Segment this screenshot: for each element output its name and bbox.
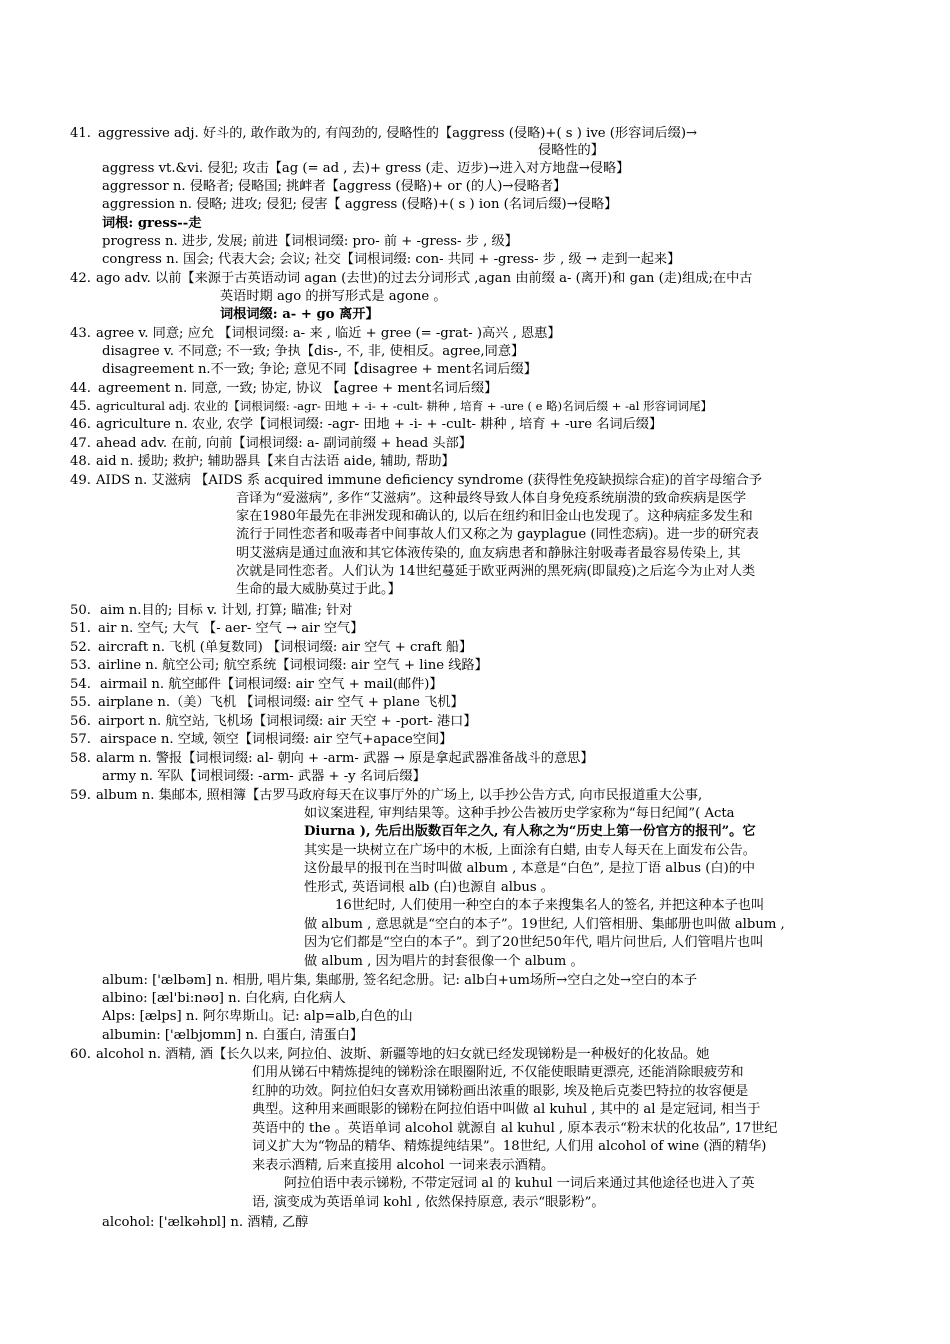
entry-number: 55. (70, 695, 91, 710)
entry-headword-line: agriculture n. 农业, 农学【词根词缀: -agr- 田地 + -i- + -cult- 耕种 , 培育 + -ure 名词后缀】 (96, 417, 663, 432)
entry-line: 词根词缀: a- + go 离开】 (220, 307, 379, 322)
entry-number: 44. (70, 381, 91, 396)
entry-headword-line: ahead adv. 在前, 向前【词根词缀: a- 副词前缀 + head 头部】 (96, 436, 472, 451)
entry-headword-line: AIDS n. 艾滋病 【AIDS 系 acquired immune deficiency syndrome (获得性免疫缺损综合症)的首字母缩合予 (96, 473, 762, 488)
entry-line: 典型。这种用来画眼影的锑粉在阿拉伯语中叫做 al kuhul , 其中的 al 是定冠词, 相当于 (252, 1102, 761, 1117)
entry-headword-line: airspace n. 空域, 领空【词根词缀: air 空气+apace空间】 (100, 732, 453, 747)
derived-word-line: albumin: ['ælbjʊmɪn] n. 白蛋白, 清蛋白】 (102, 1028, 364, 1043)
entry-headword-line: agree v. 同意; 应允 【词根词缀: a- 来 , 临近 + gree (= -grat- )高兴 , 恩惠】 (96, 326, 561, 341)
entry-number: 52. (70, 640, 91, 655)
entry-line: 英语时期 ago 的拼写形式是 agone 。 (220, 289, 447, 304)
entry-number: 48. (70, 454, 91, 469)
entry-number: 58. (70, 751, 91, 766)
root-heading: 词根: gress--走 (102, 216, 202, 231)
entry-line: 16世纪时, 人们使用一种空白的本子来搜集名人的签名, 并把这种本子也叫 (335, 898, 765, 913)
entry-headword-line: airplane n.（美）飞机 【词根词缀: air 空气 + plane 飞机】 (98, 695, 464, 710)
entry-number: 47. (70, 436, 91, 451)
entry-line: 英语中的 the 。英语单词 alcohol 就源自 al kuhul , 原本表示“粉末状的化妆品”, 17世纪 (252, 1121, 778, 1136)
entry-line: 如议案进程, 审判结果等。这种手抄公告被历史学家称为“每日纪闻”( Acta (304, 806, 735, 821)
entry-headword-line: air n. 空气; 大气 【- aer- 空气 → air 空气】 (98, 621, 364, 636)
entry-headword-line: airline n. 航空公司; 航空系统【词根词缀: air 空气 + line 线路】 (98, 658, 488, 673)
entry-line: 做 album , 意思就是“空白的本子”。19世纪, 人们管相册、集邮册也叫做 album , (304, 917, 785, 932)
derived-word-line: alcohol: ['ælkəhɒl] n. 酒精, 乙醇 (102, 1215, 309, 1230)
entry-headword-line: alarm n. 警报【词根词缀: al- 朝向 + -arm- 武器 → 原是拿起武器准备战斗的意思】 (96, 751, 594, 766)
entry-line: 这份最早的报刊在当时叫做 album , 本意是“白色”, 是拉丁语 albus (白)的中 (304, 861, 756, 876)
entry-line: 明艾滋病是通过血液和其它体液传染的, 血友病患者和静脉注射吸毒者最容易传染上, 其 (236, 546, 741, 561)
entry-line: 红肿的功效。阿拉伯妇女喜欢用锑粉画出浓重的眼影, 埃及艳后克娄巴特拉的妆容便是 (252, 1084, 749, 1099)
derived-word-line: Alps: [ælps] n. 阿尔卑斯山。记: alp=alb,白色的山 (102, 1009, 413, 1024)
entry-line: 性形式, 英语词根 alb (白)也源自 albus 。 (304, 880, 554, 895)
derived-word-line: progress n. 进步, 发展; 前进【词根词缀: pro- 前 + -gress- 步 , 级】 (102, 234, 518, 249)
entry-number: 49. (70, 473, 91, 488)
entry-headword-line: agreement n. 同意, 一致; 协定, 协议 【agree + ment名词后缀】 (98, 381, 498, 396)
entry-line: 们用从锑石中精炼提纯的锑粉涂在眼圈附近, 不仅能使眼睛更漂亮, 还能消除眼疲劳和 (252, 1065, 744, 1080)
entry-headword-line: alcohol n. 酒精, 酒【长久以来, 阿拉伯、波斯、新疆等地的妇女就已经发现锑粉是一种极好的化妆品。她 (96, 1047, 710, 1062)
entry-headword-line: ago adv. 以前【来源于古英语动词 agan (去世)的过去分词形式 ,agan 由前缀 a- (离开)和 gan (走)组成;在中古 (96, 271, 753, 286)
derived-word-line: army n. 军队【词根词缀: -arm- 武器 + -y 名词后缀】 (102, 769, 426, 784)
entry-number: 56. (70, 714, 91, 729)
entry-number: 42. (70, 271, 91, 286)
entry-line: 做 album , 因为唱片的封套很像一个 album 。 (304, 954, 584, 969)
derived-word-line: aggressor n. 侵略者; 侵略国; 挑衅者【aggress (侵略)+ or (的人)→侵略者】 (102, 179, 567, 194)
entry-number: 43. (70, 326, 91, 341)
entry-headword-line: aggressive adj. 好斗的, 敢作敢为的, 有闯劲的, 侵略性的【aggress (侵略)+( s ) ive (形容词后缀)→ (98, 126, 698, 141)
entry-headword-line: aircraft n. 飞机 (单复数同) 【词根词缀: air 空气 + craft 船】 (98, 640, 473, 655)
entry-number: 53. (70, 658, 91, 673)
entry-number: 51. (70, 621, 91, 636)
entry-line: 生命的最大威胁莫过于此。】 (236, 582, 401, 597)
entry-line: 因为它们都是“空白的本子”。到了20世纪50年代, 唱片问世后, 人们管唱片也叫 (304, 935, 764, 950)
entry-headword-line: agricultural adj. 农业的【词根词缀: -agr- 田地 + -i- + -cult- 耕种 , 培育 + -ure ( e 略)名词后缀 + -al 形容词词尾】 (96, 399, 713, 413)
entry-line: 其实是一块树立在广场中的木板, 上面涂有白蜡, 由专人每天在上面发布公告。 (304, 843, 756, 858)
entry-number: 41. (70, 126, 91, 141)
derived-word-line: album: ['ælbəm] n. 相册, 唱片集, 集邮册, 签名纪念册。记: alb白+um场所→空白之处→空白的本子 (102, 973, 698, 988)
entry-line: 侵略性的】 (538, 143, 604, 158)
entry-line: 流行于同性恋者和吸毒者中间事故人们又称之为 gayplague (同性恋病)。进一步的研究表 (236, 527, 759, 542)
derived-word-line: congress n. 国会; 代表大会; 会议; 社交【词根词缀: con- 共同 + -gress- 步 , 级 → 走到一起来】 (102, 252, 681, 267)
derived-word-line: aggress vt.&vi. 侵犯; 攻击【ag (= ad , 去)+ gress (走、迈步)→进入对方地盘→侵略】 (102, 161, 630, 176)
entry-line: 家在1980年最先在非洲发现和确认的, 以后在纽约和旧金山也发现了。这种病症多发生和 (236, 509, 753, 524)
derived-word-line: disagree v. 不同意; 不一致; 争执【dis-, 不, 非, 使相反。agree,同意】 (102, 344, 525, 359)
entry-line: 次就是同性恋者。人们认为 14世纪蔓延于欧亚两洲的黑死病(即鼠疫)之后迄今为止对人类 (236, 564, 756, 579)
entry-headword-line: aim n.目的; 目标 v. 计划, 打算; 瞄准; 针对 (100, 603, 353, 618)
entry-line: 语, 演变成为英语单词 kohl , 依然保持原意, 表示“眼影粉”。 (252, 1195, 605, 1210)
entry-headword-line: airport n. 航空站, 飞机场【词根词缀: air 天空 + -port- 港口】 (98, 714, 477, 729)
entry-line: 词义扩大为“物品的精华、精炼提纯结果”。18世纪, 人们用 alcohol of wine (酒的精华) (252, 1139, 767, 1154)
entry-headword-line: aid n. 援助; 救护; 辅助器具【来自古法语 aide, 辅助, 帮助】 (96, 454, 455, 469)
entry-headword-line: airmail n. 航空邮件【词根词缀: air 空气 + mail(邮件)】 (100, 677, 443, 692)
entry-line: 来表示酒精, 后来直接用 alcohol 一词来表示酒精。 (252, 1158, 555, 1173)
entry-number: 50. (70, 603, 91, 618)
entry-number: 59. (70, 788, 91, 803)
entry-number: 45. (70, 399, 91, 414)
derived-word-line: albino: [æl'bi:nəʊ] n. 白化病, 白化病人 (102, 991, 346, 1006)
entry-line: 阿拉伯语中表示锑粉, 不带定冠词 al 的 kuhul 一词后来通过其他途径也进入了英 (284, 1176, 755, 1191)
entry-headword-line: album n. 集邮本, 照相簿【古罗马政府每天在议事厅外的广场上, 以手抄公告方式, 向市民报道重大公事, (96, 788, 703, 803)
entry-number: 46. (70, 417, 91, 432)
entry-number: 54. (70, 677, 91, 692)
derived-word-line: aggression n. 侵略; 进攻; 侵犯; 侵害【 aggress (侵略)+( s ) ion (名词后缀)→侵略】 (102, 197, 618, 212)
entry-number: 57. (70, 732, 91, 747)
derived-word-line: disagreement n.不一致; 争论; 意见不同【disagree + ment名词后缀】 (102, 362, 537, 377)
entry-line: 音译为“爱滋病”, 多作“艾滋病”。这种最终导致人体自身免疫系统崩溃的致命疾病是医学 (236, 491, 747, 506)
entry-number: 60. (70, 1047, 91, 1062)
entry-line: Diurna ), 先后出版数百年之久, 有人称之为“历史上第一份官方的报刊”。它 (304, 824, 756, 839)
